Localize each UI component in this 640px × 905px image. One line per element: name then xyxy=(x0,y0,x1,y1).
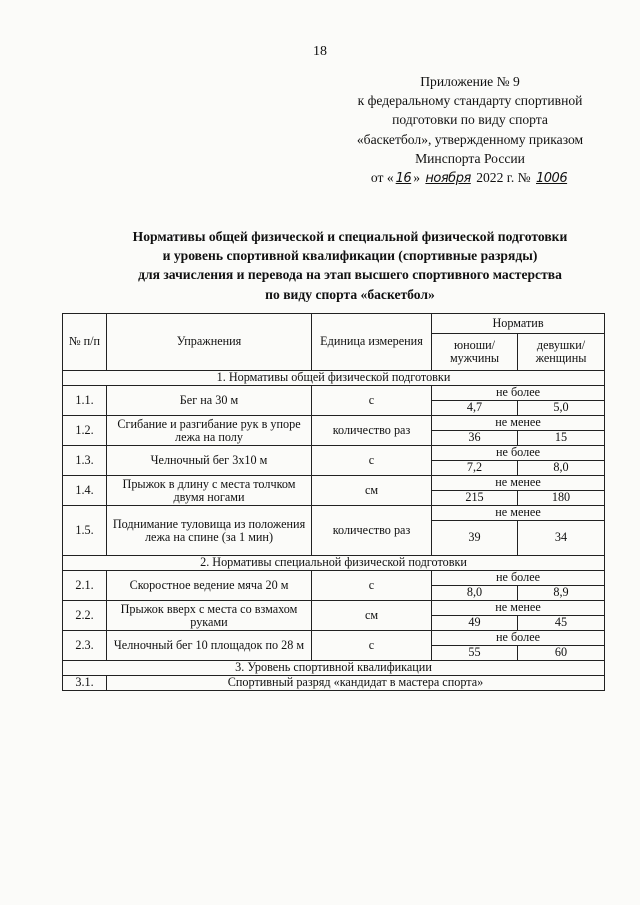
date-prefix: от « xyxy=(370,170,394,186)
row-num: 1.2. xyxy=(63,416,107,446)
row-num: 3.1. xyxy=(63,676,107,691)
row-criterion: не менее xyxy=(432,506,605,521)
row-unit: с xyxy=(312,571,432,601)
row-girls-value: 8,0 xyxy=(518,461,605,476)
row-unit: см xyxy=(312,601,432,631)
row-num: 2.1. xyxy=(63,571,107,601)
row-exercise: Прыжок вверх с места со взмахом руками xyxy=(107,601,312,631)
row-boys-value: 8,0 xyxy=(432,586,518,601)
row-criterion: не менее xyxy=(432,601,605,616)
title-line: и уровень спортивной квалификации (спортивные разряды) xyxy=(162,248,538,264)
row-boys-value: 215 xyxy=(432,491,518,506)
appendix-date-line xyxy=(330,168,610,188)
row-unit: количество раз xyxy=(312,416,432,446)
row-girls-value: 45 xyxy=(518,616,605,631)
row-girls-value: 15 xyxy=(518,431,605,446)
appendix-block xyxy=(330,72,610,188)
section-title: 1. Нормативы общей физической подготовки xyxy=(63,371,605,386)
header-boys: юноши/ мужчины xyxy=(432,334,518,371)
row-criterion: не более xyxy=(432,386,605,401)
date-quote: » xyxy=(413,170,420,186)
appendix-line: «баскетбол», утвержденному приказом xyxy=(356,131,584,147)
row-num: 1.3. xyxy=(63,446,107,476)
row-unit: с xyxy=(312,446,432,476)
row-boys-value: 49 xyxy=(432,616,518,631)
row-exercise: Челночный бег 10 площадок по 28 м xyxy=(107,631,312,661)
row-num: 2.3. xyxy=(63,631,107,661)
header-exercise: Упражнения xyxy=(107,314,312,371)
row-boys-value: 7,2 xyxy=(432,461,518,476)
row-qualification: Спортивный разряд «кандидат в мастера спорта» xyxy=(107,676,605,691)
row-criterion: не более xyxy=(432,631,605,646)
row-girls-value: 60 xyxy=(518,646,605,661)
row-unit: с xyxy=(312,631,432,661)
row-exercise: Челночный бег 3х10 м xyxy=(107,446,312,476)
title-line: для зачисления и перевода на этап высшего спортивного мастерства xyxy=(138,267,562,283)
title-line: по виду спорта «баскетбол» xyxy=(265,286,435,302)
section-title: 3. Уровень спортивной квалификации xyxy=(63,661,605,676)
row-boys-value: 36 xyxy=(432,431,518,446)
row-criterion: не более xyxy=(432,571,605,586)
header-norm: Норматив xyxy=(432,314,605,334)
appendix-line: Приложение № 9 xyxy=(420,74,520,89)
row-num: 1.1. xyxy=(63,386,107,416)
page-number: 18 xyxy=(313,44,327,59)
row-unit: количество раз xyxy=(312,506,432,556)
row-criterion: не более xyxy=(432,446,605,461)
document-title xyxy=(80,227,620,304)
row-criterion: не менее xyxy=(432,476,605,491)
header-num: № п/п xyxy=(63,314,107,371)
section-title: 2. Нормативы специальной физической подготовки xyxy=(63,556,605,571)
appendix-line: Минспорта России xyxy=(415,150,525,166)
header-unit: Единица измерения xyxy=(312,314,432,371)
row-num: 2.2. xyxy=(63,601,107,631)
date-year: 2022 г. № xyxy=(476,170,531,186)
row-girls-value: 34 xyxy=(518,521,605,556)
row-exercise: Поднимание туловища из положения лежа на спине (за 1 мин) xyxy=(107,506,312,556)
appendix-line: подготовки по виду спорта xyxy=(392,112,548,128)
header-girls: девушки/ женщины xyxy=(518,334,605,371)
row-exercise: Прыжок в длину с места толчком двумя ногами xyxy=(107,476,312,506)
row-boys-value: 39 xyxy=(432,521,518,556)
row-girls-value: 8,9 xyxy=(518,586,605,601)
row-boys-value: 4,7 xyxy=(432,401,518,416)
date-day-handwritten: 16 xyxy=(395,171,412,187)
title-line: Нормативы общей физической и специальной физической подготовки xyxy=(132,229,568,244)
row-girls-value: 180 xyxy=(518,491,605,506)
row-boys-value: 55 xyxy=(432,646,518,661)
date-month-handwritten: ноября xyxy=(425,171,471,187)
row-unit: см xyxy=(312,476,432,506)
row-num: 1.4. xyxy=(63,476,107,506)
row-exercise: Скоростное ведение мяча 20 м xyxy=(107,571,312,601)
row-exercise: Сгибание и разгибание рук в упоре лежа на полу xyxy=(107,416,312,446)
row-unit: с xyxy=(312,386,432,416)
order-number-handwritten: 1006 xyxy=(536,171,568,187)
appendix-line: к федеральному стандарту спортивной xyxy=(357,93,583,109)
norms-table xyxy=(62,313,605,691)
row-criterion: не менее xyxy=(432,416,605,431)
row-num: 1.5. xyxy=(63,506,107,556)
row-exercise: Бег на 30 м xyxy=(107,386,312,416)
row-girls-value: 5,0 xyxy=(518,401,605,416)
